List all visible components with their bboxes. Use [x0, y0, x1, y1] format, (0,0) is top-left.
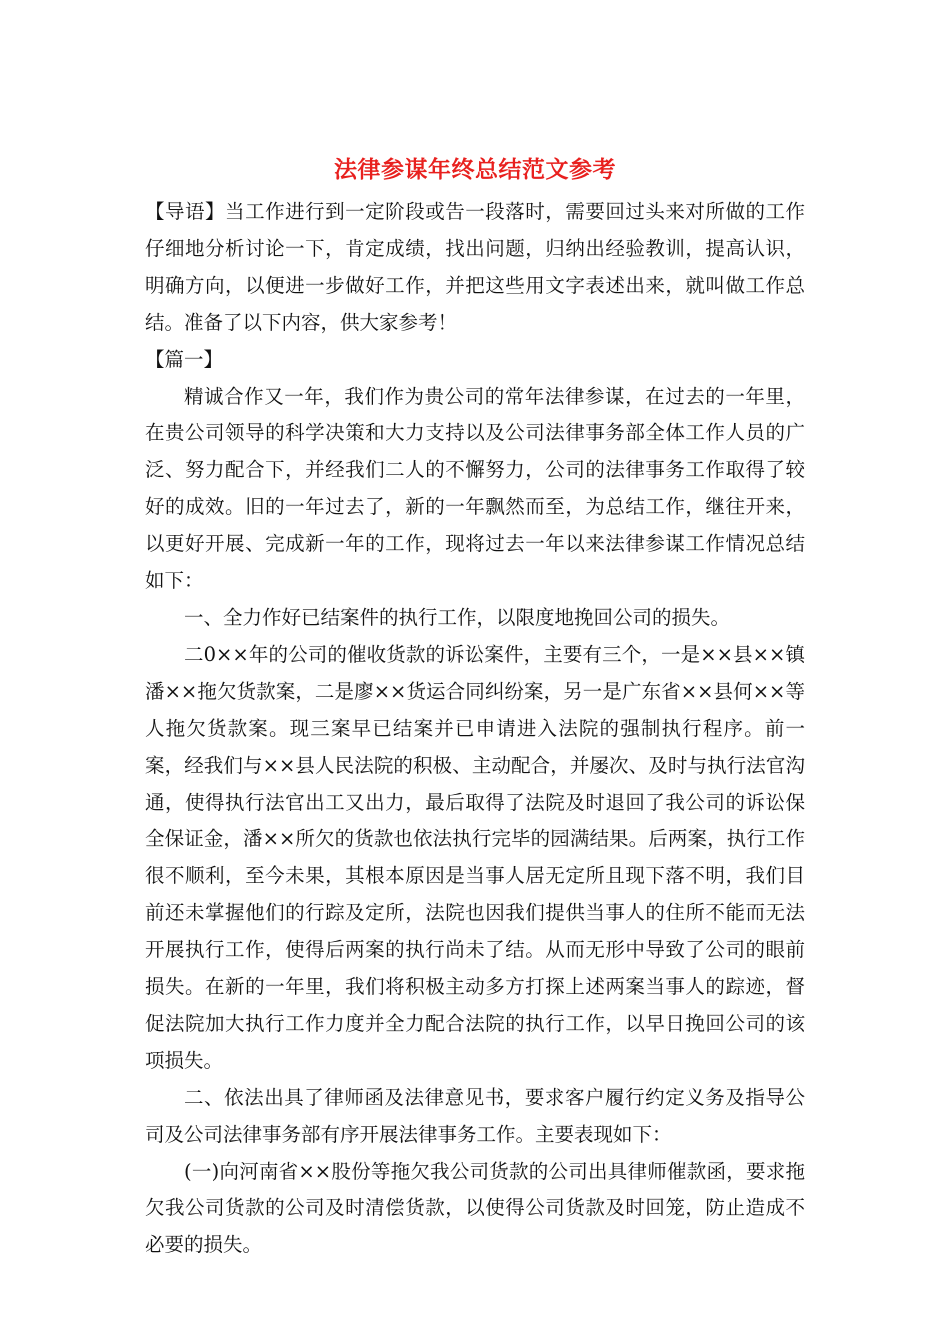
body-paragraph: (一)向河南省××股份等拖欠我公司货款的公司出具律师催款函，要求拖欠我公司货款的公司及时清偿货款，以使得公司货款及时回笼，防止造成不必要的损失。 [145, 1159, 805, 1257]
body-paragraph: 精诚合作又一年，我们作为贵公司的常年法律参谋，在过去的一年里，在贵公司领导的科学决策和大力支持以及公司法律事务部全体工作人员的广泛、努力配合下，并经我们二人的不懈努力，公司的法律事务工作取得了较好的成效。旧的一年过去了，新的一年飘然而至，为总结工作，继往开来，以更好开展、完成新一年的工作，现将过去一年以来法律参谋工作情况总结如下： [145, 384, 805, 593]
section-heading-one: 一、全力作好已结案件的执行工作，以限度地挽回公司的损失。 [184, 605, 731, 629]
section-heading-two: 二、依法出具了律师函及法律意见书，要求客户履行约定义务及指导公司及公司法律事务部有序开展法律事务工作。主要表现如下： [145, 1085, 805, 1146]
document-page [145, 150, 805, 1264]
section-heading: 【篇一】 [145, 347, 224, 371]
body-paragraph: 二0××年的公司的催收货款的诉讼案件，主要有三个，一是××县××镇潘××拖欠货款案，二是廖××货运合同纠纷案，另一是广东省××县何××等人拖欠货款案。现三案早已结案并已申请进入法院的强制执行程序。前一案，经我们与××县人民法院的积极、主动配合，并屡次、及时与执行法官沟通，使得执行法官出工又出力，最后取得了法院及时退回了我公司的诉讼保全保证金，潘××所欠的货款也依法执行完毕的园满结果。后两案，执行工作很不顺利，至今未果，其根本原因是当事人居无定所且现下落不明，我们目前还未掌握他们的行踪及定所，法院也因我们提供当事人的住所不能而无法开展执行工作，使得后两案的执行尚未了结。从而无形中导致了公司的眼前损失。在新的一年里，我们将积极主动多方打探上述两案当事人的踪迹，督促法院加大执行工作力度并全力配合法院的执行工作，以早日挽回公司的该项损失。 [145, 642, 805, 1072]
document-title: 法律参谋年终总结范文参考 [334, 156, 616, 183]
intro-paragraph: 【导语】当工作进行到一定阶段或告一段落时，需要回过头来对所做的工作仔细地分析讨论一下，肯定成绩，找出问题，归纳出经验教训，提高认识，明确方向，以便进一步做好工作，并把这些用文字表述出来，就叫做工作总结。准备了以下内容，供大家参考！ [145, 200, 805, 334]
